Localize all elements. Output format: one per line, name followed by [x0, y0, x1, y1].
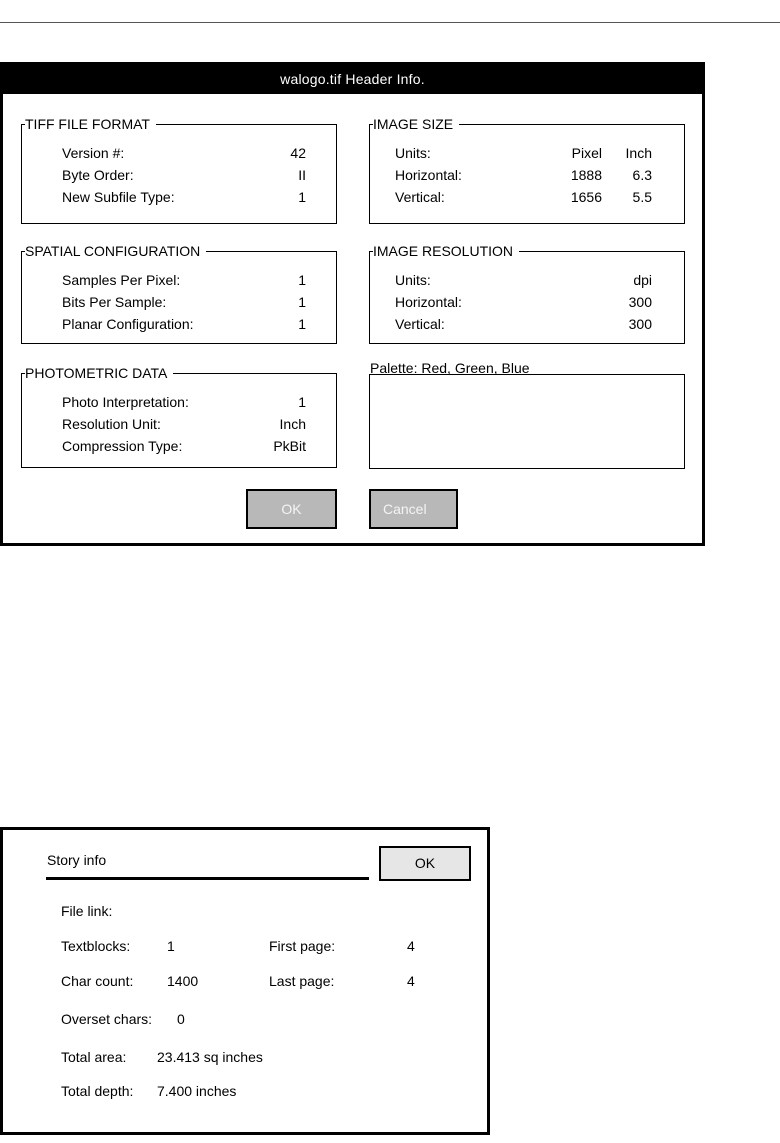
resolution-unit-label: Resolution Unit:: [62, 416, 161, 432]
story-info-title: Story info: [47, 852, 107, 868]
size-units-label: Units:: [395, 145, 431, 161]
size-horizontal-inch: 6.3: [632, 167, 652, 183]
size-vertical-label: Vertical:: [395, 189, 445, 205]
subfile-type-row: [22, 187, 336, 207]
group-legend: SPATIAL CONFIGURATION: [25, 243, 206, 259]
total-depth-value: 7.400 inches: [157, 1083, 237, 1099]
overset-chars-label: Overset chars:: [61, 1011, 153, 1027]
spatial-configuration-group: [21, 243, 337, 344]
palette-list[interactable]: [369, 374, 685, 469]
size-vertical-pixel: 1656: [570, 189, 602, 205]
size-horizontal-row: [370, 165, 684, 185]
group-legend: IMAGE RESOLUTION: [373, 243, 519, 259]
res-horizontal-row: [370, 292, 684, 312]
compression-type-row: [22, 436, 336, 456]
size-units-inch: Inch: [625, 145, 652, 161]
group-legend: IMAGE SIZE: [373, 116, 459, 132]
last-page-value: 4: [407, 973, 415, 989]
compression-type-label: Compression Type:: [62, 438, 183, 454]
image-resolution-group: [369, 243, 685, 344]
photometric-data-group: [21, 365, 337, 468]
char-count-value: 1400: [167, 973, 199, 989]
image-size-group: [369, 116, 685, 224]
total-depth-label: Total depth:: [61, 1083, 134, 1099]
planar-configuration-label: Planar Configuration:: [62, 316, 194, 332]
resolution-unit-value: Inch: [279, 416, 306, 432]
res-horizontal-value: 300: [628, 294, 652, 310]
compression-type-value: PkBit: [273, 438, 306, 454]
size-vertical-inch: 5.5: [632, 189, 652, 205]
byte-order-label: Byte Order:: [62, 167, 134, 183]
size-units-pixel: Pixel: [571, 145, 602, 161]
samples-per-pixel-row: [22, 270, 336, 290]
planar-configuration-row: [22, 314, 336, 334]
byte-order-row: [22, 165, 336, 185]
cancel-button[interactable]: Cancel: [369, 489, 458, 529]
bits-per-sample-row: [22, 292, 336, 312]
header-info-dialog: [0, 62, 705, 546]
story-info-dialog: [0, 827, 490, 1135]
overset-chars-value: 0: [177, 1011, 185, 1027]
subfile-type-value: 1: [298, 189, 306, 205]
photo-interpretation-value: 1: [298, 394, 306, 410]
version-label: Version #:: [62, 145, 125, 161]
last-page-label: Last page:: [269, 973, 335, 989]
textblocks-value: 1: [167, 938, 175, 954]
bits-per-sample-value: 1: [298, 294, 306, 310]
res-vertical-row: [370, 314, 684, 334]
tiff-file-format-group: [21, 116, 337, 224]
group-legend: TIFF FILE FORMAT: [25, 116, 156, 132]
char-count-label: Char count:: [61, 973, 134, 989]
ok-button[interactable]: OK: [246, 489, 337, 529]
res-horizontal-label: Horizontal:: [395, 294, 462, 310]
dialog-title-bar: walogo.tif Header Info.: [3, 65, 702, 94]
size-units-row: [370, 143, 684, 163]
file-link-label: File link:: [61, 903, 113, 919]
res-units-value: dpi: [633, 272, 652, 288]
ok-button[interactable]: OK: [379, 846, 471, 881]
first-page-value: 4: [407, 938, 415, 954]
total-area-value: 23.413 sq inches: [157, 1049, 263, 1065]
res-vertical-value: 300: [628, 316, 652, 332]
subfile-type-label: New Subfile Type:: [62, 189, 175, 205]
photo-interpretation-label: Photo Interpretation:: [62, 394, 189, 410]
res-units-label: Units:: [395, 272, 431, 288]
samples-per-pixel-value: 1: [298, 272, 306, 288]
version-row: [22, 143, 336, 163]
samples-per-pixel-label: Samples Per Pixel:: [62, 272, 181, 288]
total-area-label: Total area:: [61, 1049, 127, 1065]
bits-per-sample-label: Bits Per Sample:: [62, 294, 167, 310]
textblocks-label: Textblocks:: [61, 938, 131, 954]
first-page-label: First page:: [269, 938, 336, 954]
planar-configuration-value: 1: [298, 316, 306, 332]
res-vertical-label: Vertical:: [395, 316, 445, 332]
size-horizontal-pixel: 1888: [570, 167, 602, 183]
res-units-row: [370, 270, 684, 290]
top-rule: [0, 22, 780, 23]
title-underline: [46, 877, 369, 880]
size-vertical-row: [370, 187, 684, 207]
version-value: 42: [290, 145, 306, 161]
size-horizontal-label: Horizontal:: [395, 167, 462, 183]
byte-order-value: II: [298, 167, 306, 183]
photo-interpretation-row: [22, 392, 336, 412]
resolution-unit-row: [22, 414, 336, 434]
palette-label: Palette: Red, Green, Blue: [370, 360, 530, 376]
group-legend: PHOTOMETRIC DATA: [25, 365, 173, 381]
